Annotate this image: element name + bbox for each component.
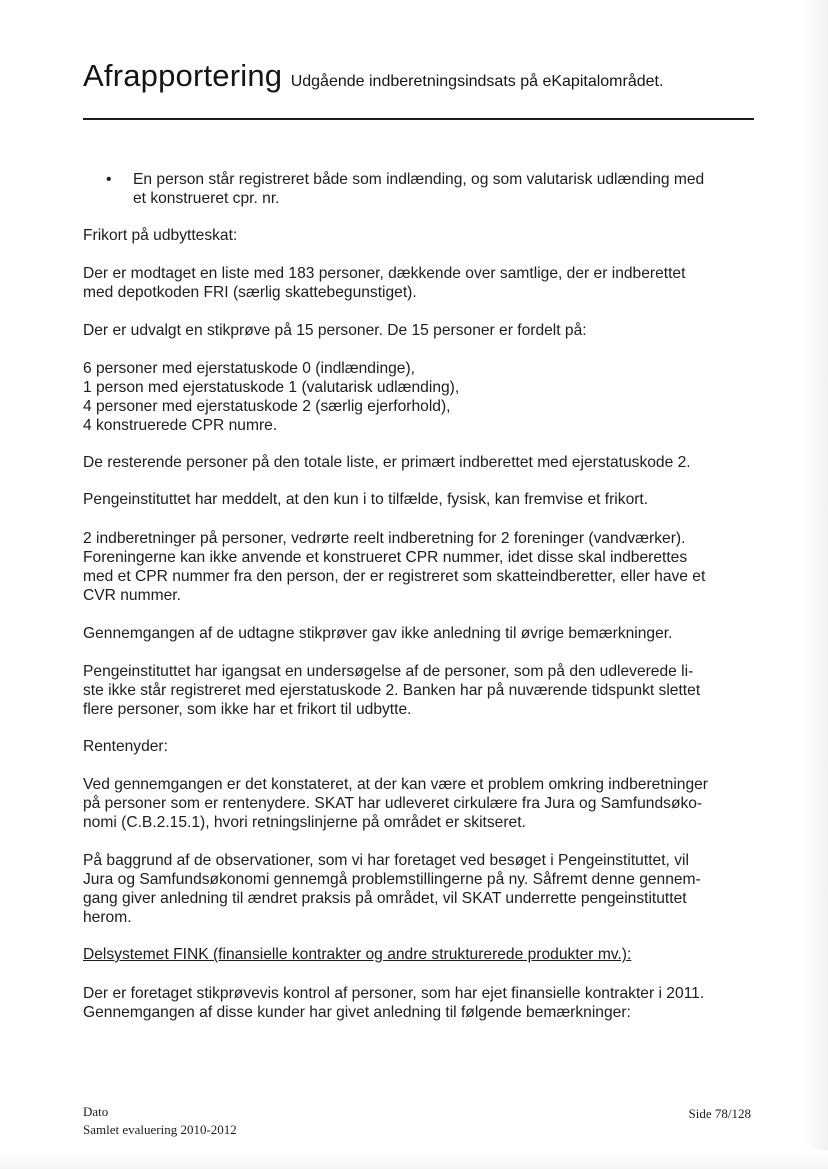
page-header bbox=[83, 58, 663, 94]
section-heading-frikort: Frikort på udbytteskat: bbox=[83, 227, 238, 244]
paragraph: Gennemgangen af de udtagne stikprøver gav ikke anledning til øvrige bemærkninger. bbox=[83, 625, 673, 642]
section-heading-fink: Delsystemet FINK (finansielle kontrakter og andre strukturerede produkter mv.): bbox=[83, 946, 632, 963]
paragraph-line: CVR nummer. bbox=[83, 587, 181, 604]
page-subtitle: Udgående indberetningsindsats på eKapitalområdet. bbox=[290, 73, 664, 90]
paragraph-line: nomi (C.B.2.15.1), hvori retningslinjerne på området er skitseret. bbox=[83, 814, 526, 831]
bullet-dot: • bbox=[106, 171, 112, 188]
paragraph bbox=[83, 775, 755, 832]
section-heading-rentenyder: Rentenyder: bbox=[83, 738, 168, 755]
paragraph bbox=[83, 984, 755, 1022]
paragraph-line: på personer som er rentenydere. SKAT har udleveret cirkulære fra Jura og Samfundsøko- bbox=[83, 795, 703, 812]
page-title: Afrapportering bbox=[83, 58, 283, 93]
bullet-line: et konstrueret cpr. nr. bbox=[133, 190, 280, 207]
paragraph-line: Foreningerne kan ikke anvende et konstrueret CPR nummer, idet disse skal indberettes bbox=[83, 549, 688, 566]
sample-list bbox=[83, 359, 755, 435]
bullet-item bbox=[83, 170, 755, 208]
list-item: 6 personer med ejerstatuskode 0 (indlændinge), bbox=[83, 360, 415, 377]
paragraph bbox=[83, 529, 755, 605]
paragraph-line: gang giver anledning til ændret praksis på området, vil SKAT underrette pengeinstituttet bbox=[83, 890, 687, 907]
paragraph-line: På baggrund af de observationer, som vi har foretaget ved besøget i Pengeinstituttet, vil bbox=[83, 852, 689, 869]
paragraph bbox=[83, 851, 755, 927]
paragraph-line: ste ikke står registreret med ejerstatuskode 2. Banken har på nuværende tidspunkt slettet bbox=[83, 682, 701, 699]
paragraph: Pengeinstituttet har meddelt, at den kun i to tilfælde, fysisk, kan fremvise et frikort. bbox=[83, 491, 649, 508]
list-item: 4 konstruerede CPR numre. bbox=[83, 417, 278, 434]
paragraph-line: Ved gennemgangen er det konstateret, at der kan være et problem omkring indberetninger bbox=[83, 776, 708, 793]
paragraph: De resterende personer på den totale liste, er primært indberettet med ejerstatuskode 2. bbox=[83, 454, 691, 471]
footer-document-name: Samlet evaluering 2010-2012 bbox=[83, 1122, 237, 1137]
paragraph bbox=[83, 264, 755, 302]
list-item: 1 person med ejerstatuskode 1 (valutarisk udlænding), bbox=[83, 379, 460, 396]
paragraph-line: Pengeinstituttet har igangsat en undersøgelse af de personer, som på den udleverede li- bbox=[83, 663, 694, 680]
paragraph-line: Gennemgangen af disse kunder har givet anledning til følgende bemærkninger: bbox=[83, 1004, 631, 1021]
paragraph-line: med et CPR nummer fra den person, der er registreret som skatteindberetter, eller have et bbox=[83, 568, 706, 585]
paragraph-line: 2 indberetninger på personer, vedrørte reelt indberetning for 2 foreninger (vandværker). bbox=[83, 530, 686, 547]
footer-date-label: Dato bbox=[83, 1104, 109, 1119]
paragraph-line: Der er foretaget stikprøvevis kontrol af personer, som har ejet finansielle kontrakter i 2011. bbox=[83, 985, 705, 1002]
paragraph-line: herom. bbox=[83, 909, 132, 926]
paragraph-line: Jura og Samfundsøkonomi gennemgå problemstillingerne på ny. Såfremt denne gennem- bbox=[83, 871, 701, 888]
header-divider bbox=[83, 118, 754, 120]
document-body bbox=[83, 170, 755, 1022]
bullet-line: En person står registreret både som indlænding, og som valutarisk udlænding med bbox=[133, 171, 705, 188]
paragraph-line: Der er modtaget en liste med 183 personer, dækkende over samtlige, der er indberettet bbox=[83, 265, 686, 282]
list-item: 4 personer med ejerstatuskode 2 (særlig ejerforhold), bbox=[83, 398, 451, 415]
page-bottom-edge bbox=[0, 1150, 828, 1169]
paragraph bbox=[83, 662, 755, 719]
paragraph: Der er udvalgt en stikprøve på 15 personer. De 15 personer er fordelt på: bbox=[83, 322, 587, 339]
footer-left bbox=[83, 1103, 237, 1139]
paragraph-line: flere personer, som ikke har et frikort til udbytte. bbox=[83, 701, 412, 718]
footer-page-number: Side 78/128 bbox=[688, 1106, 751, 1121]
paragraph-line: med depotkoden FRI (særlig skattebegunstiget). bbox=[83, 284, 417, 301]
